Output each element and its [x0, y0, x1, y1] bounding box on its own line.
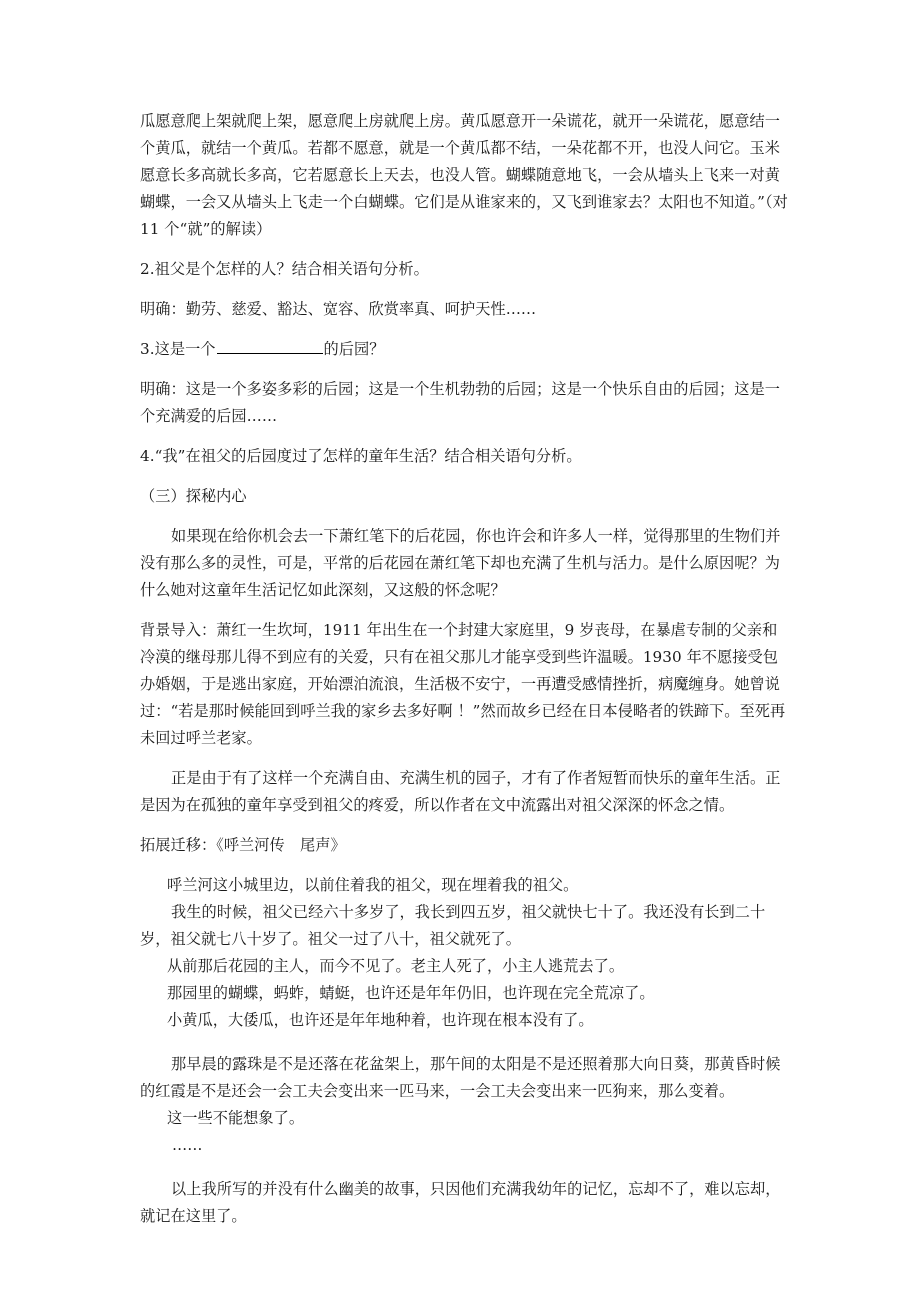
extension-title: 拓展迁移：《呼兰河传 尾声》 [140, 836, 346, 854]
excerpt-line-5: 小黄瓜，大倭瓜，也许还是年年地种着，也许现在根本没有了。 [167, 1011, 594, 1029]
question-3-suffix: 的后园？ [323, 340, 385, 358]
section-heading: （三）探秘内心 [140, 487, 247, 505]
question-4: 4.“我”在祖父的后园度过了怎样的童年生活？结合相关语句分析。 [140, 447, 582, 465]
ellipsis: …… [172, 1136, 203, 1154]
background-paragraph: 背景导入：萧红一生坎坷，1911 年出生在一个封建大家庭里，9 岁丧母，在暴虐专制的父亲和冷漠的继母那儿得不到应有的关爱，只有在祖父那儿才能享受到些许温暖。1930 年不愿接受包办婚姻，于是逃出家庭，开始漂泊流浪，生活极不安宁，一再遭受感情挫折，病魔缠身。她曾说过：“若是那时候能回到呼兰我的家乡去多好啊 ！”然而故乡已经在日本侵略者的铁蹄下。至死再未回过呼兰老家。 [140, 621, 786, 747]
conclusion-paragraph: 正是由于有了这样一个充满自由、充满生机的园子，才有了作者短暂而快乐的童年生活。正是因为在孤独的童年享受到祖父的疼爱，所以作者在文中流露出对祖父深深的怀念之情。 [140, 769, 781, 814]
excerpt-line-3: 从前那后花园的主人，而今不见了。老主人死了，小主人逃荒去了。 [167, 957, 625, 975]
intro-paragraph: 如果现在给你机会去一下萧红笔下的后花园，你也许会和许多人一样，觉得那里的生物们并没有那么多的灵性，可是，平常的后花园在萧红笔下却也充满了生机与活力。是什么原因呢？为什么她对这童年生活记忆如此深刻，又这般的怀念呢？ [140, 527, 781, 599]
excerpt-line-1: 呼兰河这小城里边，以前住着我的祖父，现在埋着我的祖父。 [167, 876, 579, 894]
excerpt-line-4: 那园里的蝴蝶，蚂蚱，蜻蜓，也许还是年年仍旧，也许现在完全荒凉了。 [167, 984, 655, 1002]
question-3 [140, 336, 790, 363]
poem-excerpt-paragraph: 瓜愿意爬上架就爬上架，愿意爬上房就爬上房。黄瓜愿意开一朵谎花，就开一朵谎花，愿意结一个黄瓜，就结一个黄瓜。若都不愿意，就是一个黄瓜都不结，一朵花都不开，也没人问它。玉米愿意长多高就长多高，它若愿意长上天去，也没人管。蝴蝶随意地飞，一会从墙头上飞来一对黄蝴蝶，一会又从墙头上飞走一个白蝴蝶。它们是从谁家来的，又飞到谁家去？太阳也不知道。”（对 11 个“就”的解读） [140, 112, 788, 238]
question-2: 2.祖父是个怎样的人？结合相关语句分析。 [140, 260, 429, 278]
question-3-prefix: 3.这是一个 [140, 340, 216, 358]
answer-3: 明确：这是一个多姿多彩的后园；这是一个生机勃勃的后园；这是一个快乐自由的后园；这是一个充满爱的后园…… [140, 380, 780, 425]
excerpt-line-6: 那早晨的露珠是不是还落在花盆架上，那午间的太阳是不是还照着那大向日葵，那黄昏时候的红霞是不是还会一会工夫会变出来一匹马来，一会工夫会变出来一匹狗来，那么变着。 [140, 1055, 781, 1100]
closing-paragraph: 以上我所写的并没有什么幽美的故事，只因他们充满我幼年的记忆，忘却不了，难以忘却，就记在这里了。 [140, 1180, 781, 1225]
excerpt-line-7: 这一些不能想象了。 [167, 1109, 305, 1127]
fill-in-blank [217, 336, 323, 354]
document-page [140, 108, 790, 1230]
excerpt-line-2: 我生的时候，祖父已经六十多岁了，我长到四五岁，祖父就快七十了。我还没有长到二十岁，祖父就七八十岁了。祖父一过了八十，祖父就死了。 [140, 903, 766, 948]
answer-2: 明确：勤劳、慈爱、豁达、宽容、欣赏率真、呵护天性…… [140, 300, 537, 318]
